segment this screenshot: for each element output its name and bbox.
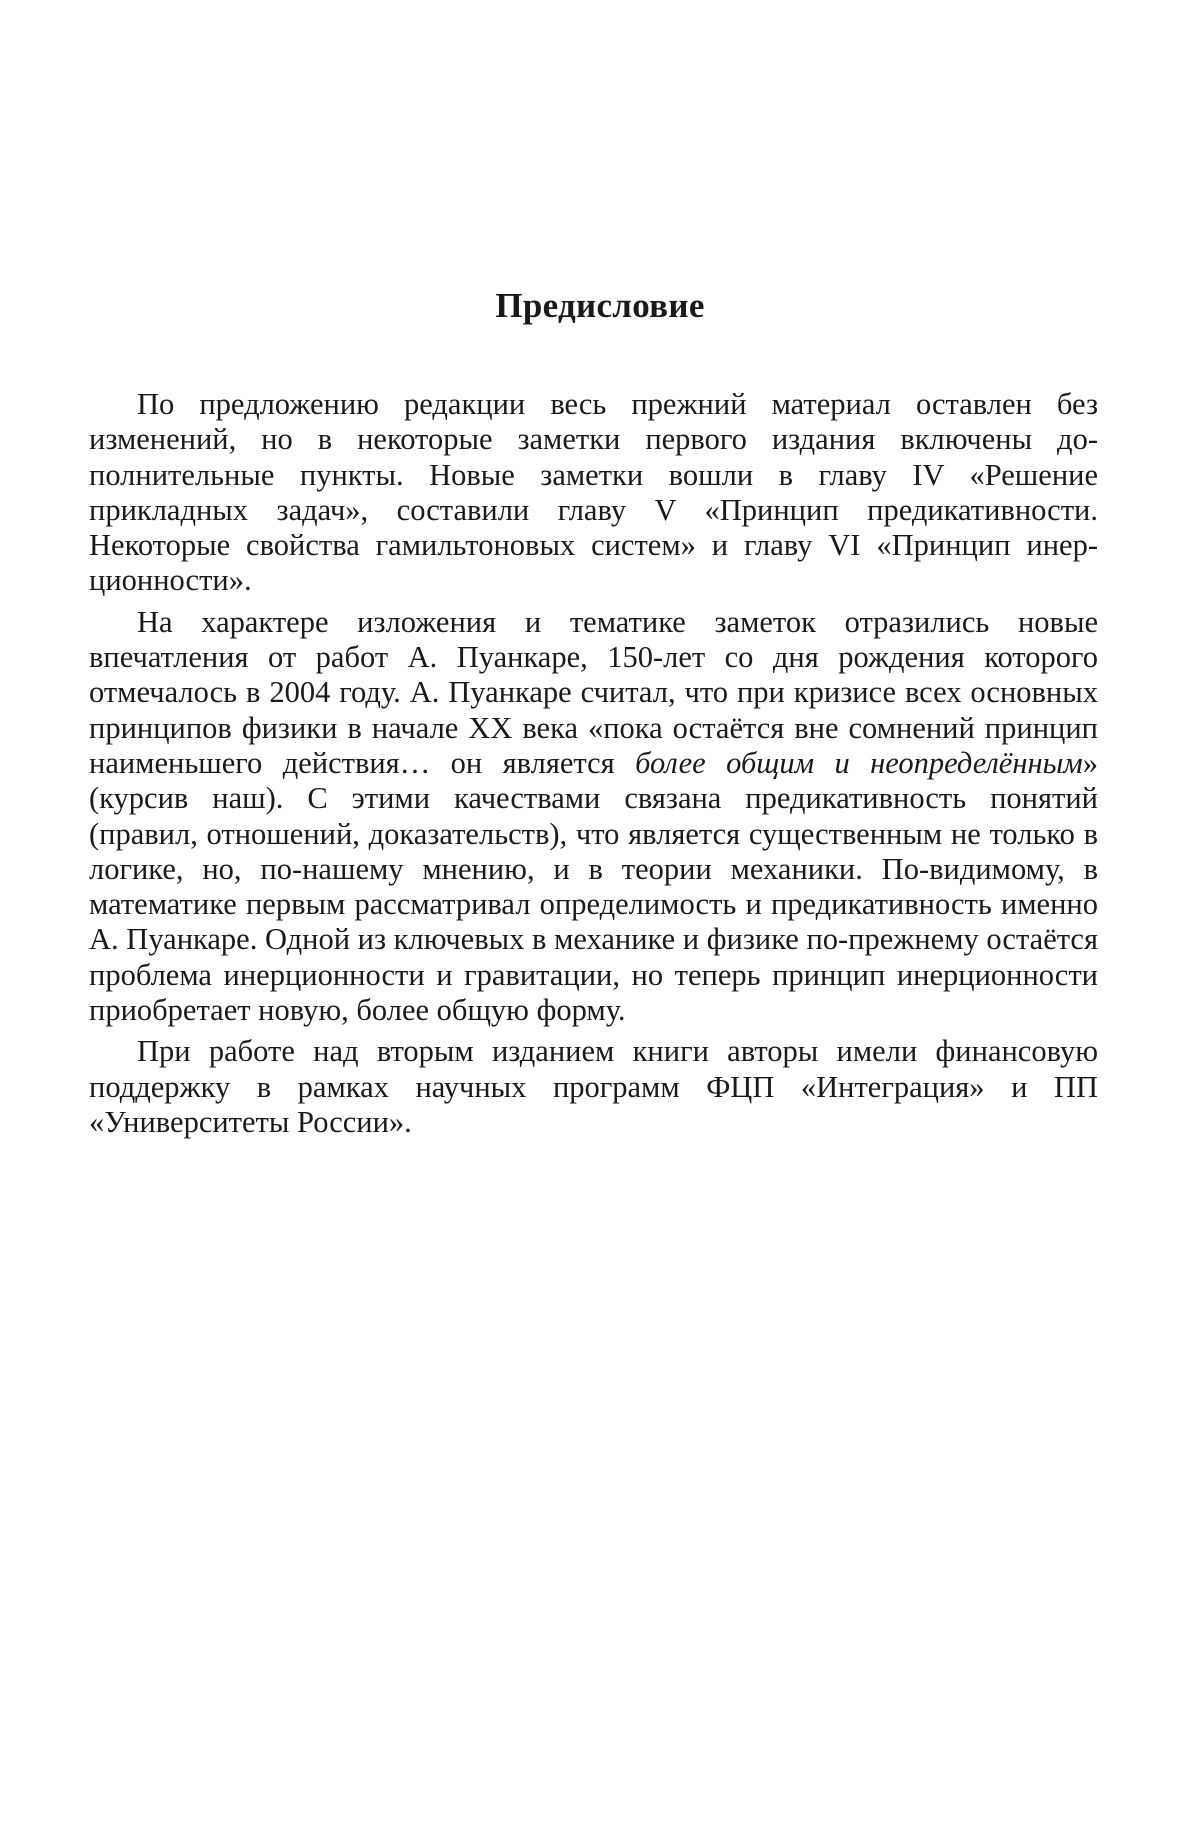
page-title: Предисловие (495, 286, 705, 325)
paragraph-3 (89, 1034, 1098, 1140)
preface-body (89, 387, 1098, 1146)
paragraph-2 (89, 605, 1098, 1029)
paragraph-1 (89, 387, 1098, 599)
paragraph-3-text: При работе над вторым изданием книги авторы имели финансовую поддержку в рамках научных программ ФЦП «Интеграция» и ПП «Университеты России». (89, 1034, 1098, 1139)
paragraph-2-text-start: На характере изложения и тематике заметок отразились новые впечатления от работ А. Пуанкаре, 150-лет со дня рождения которого отмечалось в 2004 году. А. Пуанкаре считал, что при кризисе всех основных принципов физики в начале XX века «пока остаётся вне сомнений принцип наименьшего действия… он является (89, 604, 1098, 780)
paragraph-2-italic-emphasis: более общим и неопределённым (635, 745, 1083, 780)
paragraph-1-text: По предложению редакции весь прежний материал оставлен без изменений, но в некоторые заметки первого издания включены дополнительные пункты. Новые заметки вошли в главу IV «Решение прикладных задач», составили главу V «Принцип предикативности. Некоторые свойства гамильтоновых систем» и главу VI «Принцип инерционности». (89, 387, 1098, 598)
paragraph-2-text-end: » (курсив наш). С этими качествами связана предикативность понятий (правил, отношений, доказательств), что является существенным не только в логике, но, по-нашему мнению, и в теории механики. По-видимому, в математике первым рассматривал определимость и предикативность именно А. Пуанкаре. Одной из ключевых в механике и физике по-прежнему остаётся проблема инерционности и гравитации, но теперь принцип инерционности приобретает новую, более общую форму. (89, 745, 1098, 1028)
